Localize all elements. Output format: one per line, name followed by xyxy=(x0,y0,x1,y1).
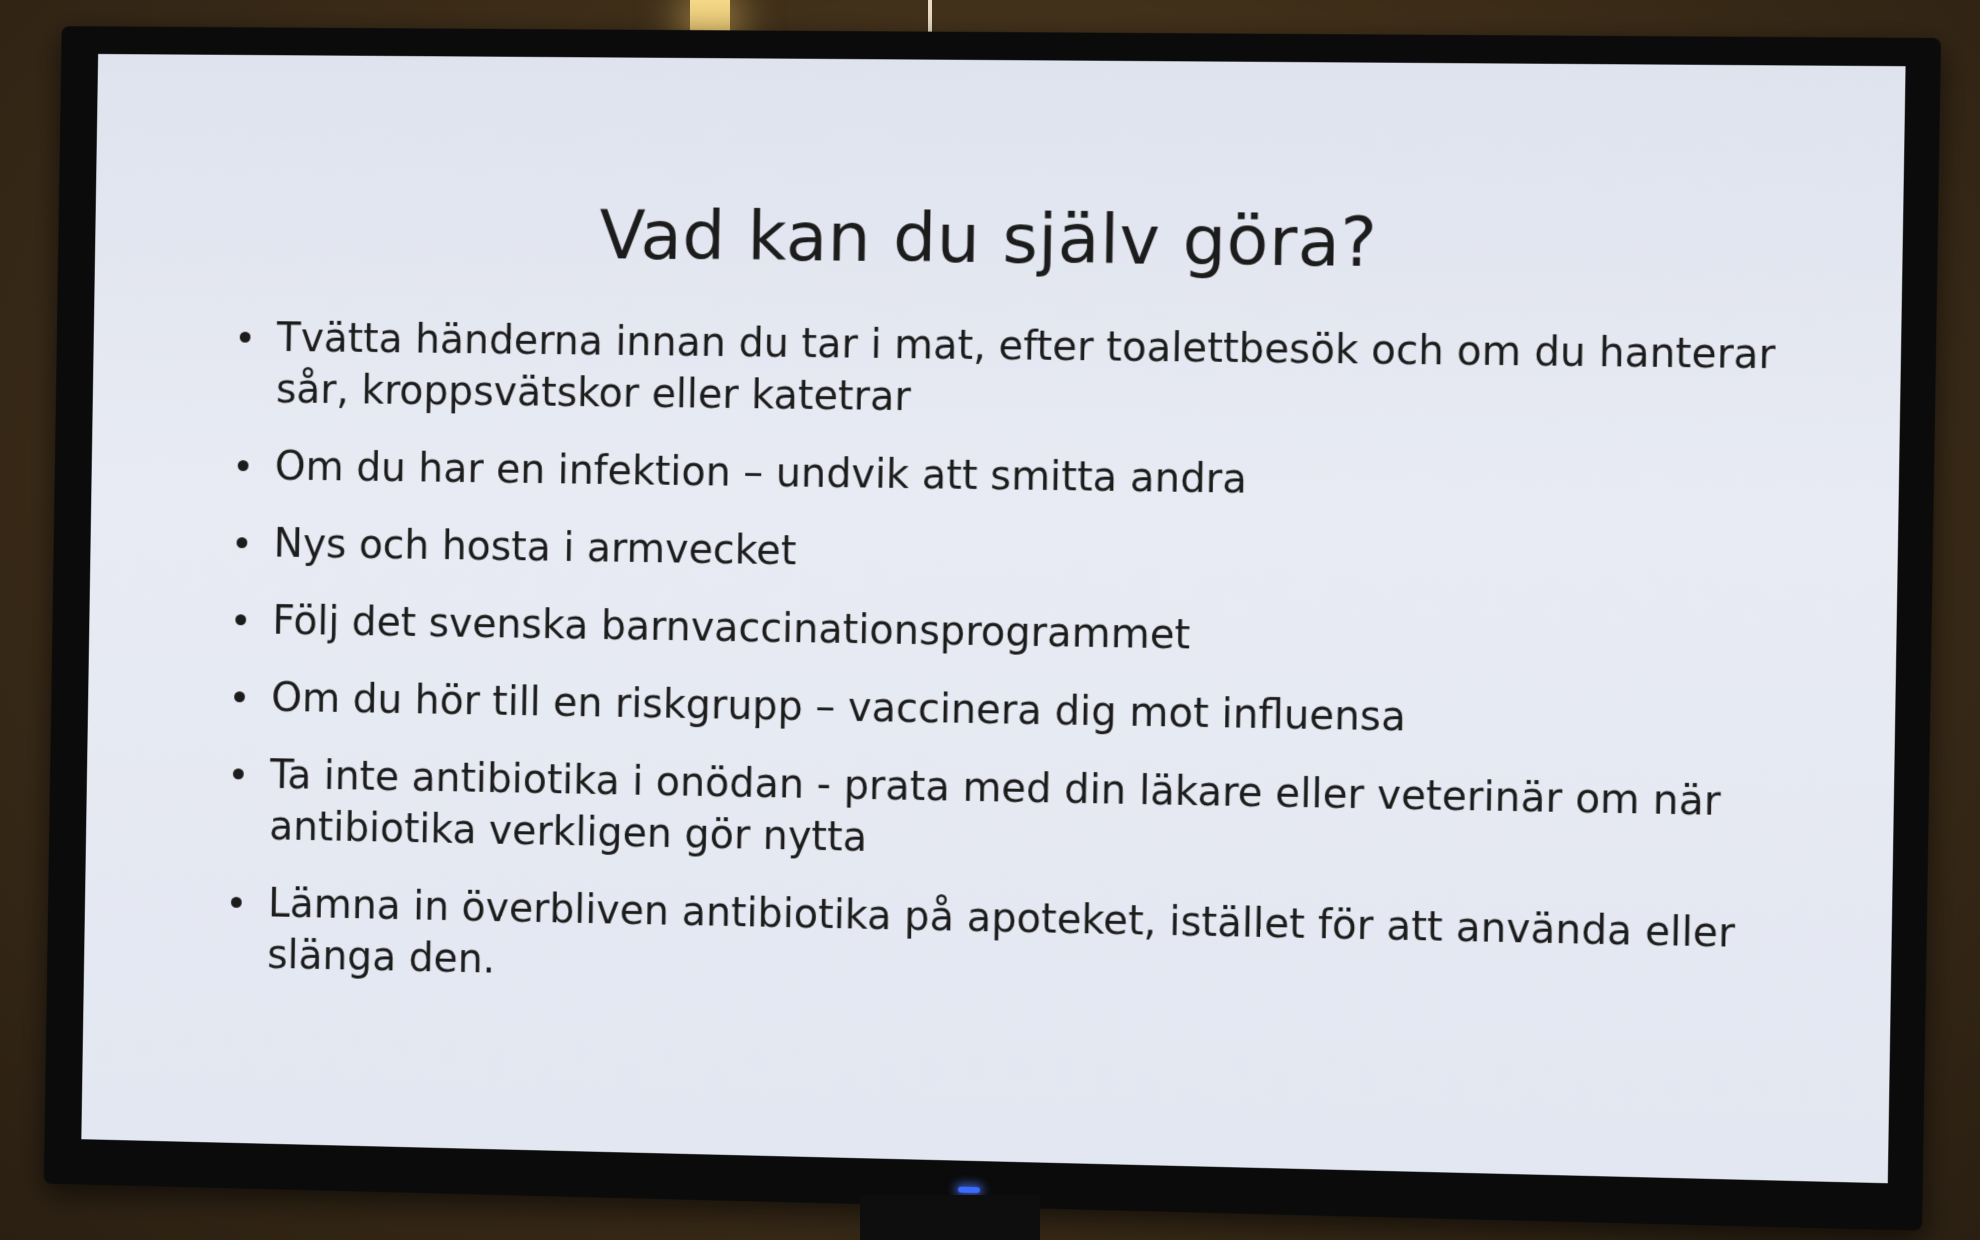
bullet-item xyxy=(234,672,1795,751)
bullet-text: Lämna in överbliven antibiotika på apoteket, istället för att använda eller slänga den. xyxy=(266,880,1736,983)
bullet-dot-icon xyxy=(235,614,246,625)
bullet-dot-icon xyxy=(240,332,251,343)
bullet-text: Om du har en infektion – undvik att smitta andra xyxy=(274,443,1248,503)
bullet-text: Följ det svenska barnvaccinationsprogrammet xyxy=(272,598,1191,659)
bullet-item xyxy=(232,749,1794,882)
tv-stand xyxy=(860,1195,1040,1240)
bullet-dot-icon xyxy=(234,691,245,702)
bullet-dot-icon xyxy=(238,460,249,471)
bullet-text: Om du hör till en riskgrupp – vaccinera dig mot influensa xyxy=(270,675,1407,741)
presentation-screen xyxy=(81,54,1905,1183)
bullet-item xyxy=(239,312,1801,434)
slide-title: Vad kan du själv göra? xyxy=(598,196,1378,284)
bullet-dot-icon xyxy=(233,768,244,779)
tv-monitor xyxy=(44,26,1941,1231)
bullet-item xyxy=(235,594,1796,671)
bullet-list xyxy=(229,312,1800,1040)
bullet-text: Ta inte antibiotika i onödan - prata med din läkare eller veterinär om när antibiotika verkligen gör nytta xyxy=(268,752,1721,861)
power-led-icon xyxy=(958,1187,980,1194)
bullet-item xyxy=(230,877,1792,1014)
bullet-text: Nys och hosta i armvecket xyxy=(273,520,797,575)
bullet-text: Tvätta händerna innan du tar i mat, efter toalettbesök och om du hanterar sår, kroppsvätskor eller katetrar xyxy=(275,315,1776,421)
bullet-dot-icon xyxy=(237,537,248,548)
bullet-item xyxy=(237,440,1798,513)
bullet-dot-icon xyxy=(231,897,242,908)
bullet-item xyxy=(236,517,1797,592)
